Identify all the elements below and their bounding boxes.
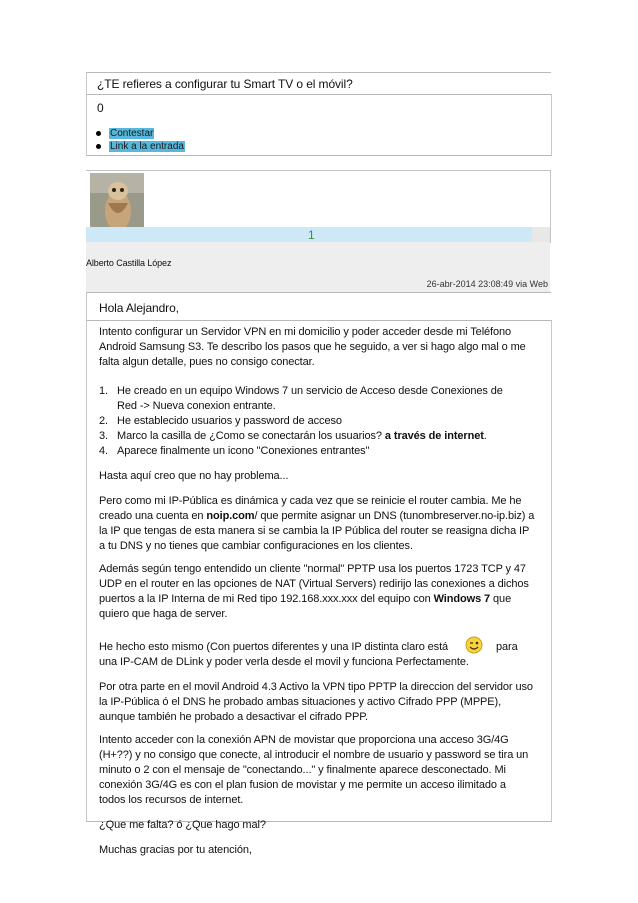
reply-links: [89, 127, 389, 153]
comment-header: [86, 170, 551, 243]
step-item: 2. He establecido usuarios y password de acceso: [99, 415, 342, 427]
greeting-text: Hola Alejandro,: [99, 301, 179, 315]
reply-link-item: [89, 140, 389, 153]
mismo-paragraph: He hecho esto mismo (Con puertos diferentes y una IP distinta claro está para una IP-CAM de DLink y poder verla desde el movil y funciona Perfectamente.: [99, 636, 535, 670]
entry-link[interactable]: Link a la entrada: [110, 141, 184, 152]
movil-paragraph: Por otra parte en el movil Android 4.3 Activo la VPN tipo PPTP la direccion del servidor uso la IP-Pública ó el DNS he probado ambas situaciones y activo Cifrado PPP (MPPE), aunque también he probado a desactivar el cifrado PPP.: [99, 681, 533, 723]
apn-paragraph: Intento acceder con la conexión APN de movistar que proporciona una acceso 3G/4G (H+??) y no consigo que conecte, al introducir el nombre de usuario y password se tira un minuto o 2 con el mensaje de "conectando..." y finalmente aparece desconectado. Mi conexión 3G/4G es con el plan fusion de movistar y me permite un acceso ilimitado a todos los recursos de internet.: [99, 734, 529, 806]
comment-meta: 26-abr-2014 23:08:49 via Web: [426, 279, 548, 289]
step-item: 3. Marco la casilla de ¿Como se conectarán los usuarios? a través de internet.: [99, 430, 487, 442]
contestar-link[interactable]: Contestar: [110, 128, 154, 139]
step-item: 1. He creado en un equipo Windows 7 un servicio de Acceso desde Conexiones de Red -> Nueva conexion entrante.: [99, 385, 503, 412]
ip-paragraph: Pero como mi IP-Pública es dinámica y cada vez que se reinicie el router cambia. Me he creado una cuenta en noip.com/ que permite asignar un DNS (tunombreserver.no-ip.biz) a la IP que tengas de esta manera si se cambia la IP Pública del router se reasigna dicha IP a tu DNS y no tienes que cambiar configuraciones en los clientes.: [99, 495, 535, 552]
reply-question-text: ¿TE refieres a configurar tu Smart TV o el móvil?: [97, 77, 353, 91]
owl-avatar-icon: [90, 173, 144, 233]
reply-link-item: [89, 127, 389, 140]
meta-bar: [86, 276, 550, 292]
intro-paragraph: Intento configurar un Servidor VPN en mi domicilio y poder acceder desde mi Teléfono Android Samsung S3. Te describo los pasos que he seguido, a ver si hago algo mal o me falta algun detalle, pues no consigo conectar.: [99, 326, 526, 368]
hasta-paragraph: Hasta aquí creo que no hay problema...: [99, 470, 289, 482]
comment-vote-count: 1: [308, 228, 315, 242]
vote-bar: [86, 227, 532, 243]
pptp-paragraph: Además según tengo entendido un cliente "normal" PPTP usa los puertos 1723 TCP y 47 UDP en el router en las opciones de NAT (Virtual Servers) redirijo las conexiones a dichos puertos a la IP Interna de mi Red tipo 192.168.xxx.xxx del equipo con Windows 7 que quiero que haga de server.: [99, 563, 529, 620]
wink-smiley-icon: [465, 636, 483, 654]
reply-actions-box: [86, 94, 552, 156]
step-item: 4. Aparece finalmente un icono "Conexiones entrantes": [99, 445, 370, 457]
falta-paragraph: ¿Que me falta? ó ¿Que hago mal?: [99, 819, 266, 831]
comment-body: [86, 320, 552, 856]
greeting-box: [86, 292, 551, 321]
vote-count: 0: [97, 101, 104, 115]
vote-bar-end: [532, 227, 550, 243]
author-name: Alberto Castilla López: [86, 258, 172, 268]
author-bar: [86, 242, 550, 276]
gracias-paragraph: Muchas gracias por tu atención,: [99, 844, 252, 856]
steps-list: [99, 384, 519, 459]
reply-question-box: [86, 72, 551, 95]
